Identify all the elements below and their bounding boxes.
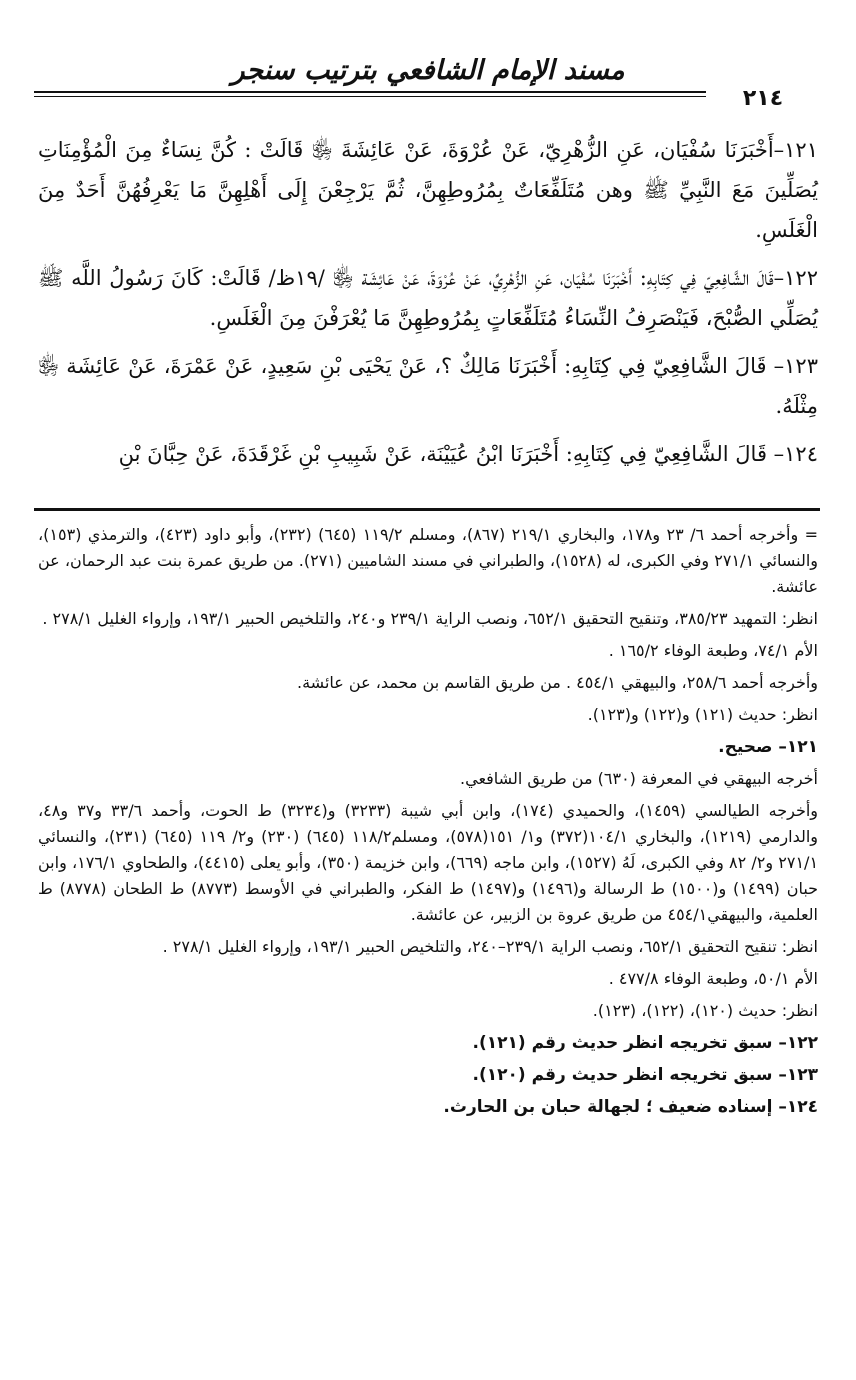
footnotes [38, 522, 818, 1126]
footnote-grade: ١٢١– صحيح. [718, 737, 818, 757]
footnote-paragraph: أخرجه البيهقي في المعرفة (٦٣٠) من طريق الشافعي. [460, 769, 818, 788]
footnote-paragraph: انظر: حديث (١٢٠)، (١٢٢)، (١٢٣). [592, 1001, 818, 1020]
hadith-124: ١٢٤– قَالَ الشَّافِعِيّ فِي كِتَابِهِ: أَخْبَرَنَا ابْنُ عُيَيْنَة، عَنْ شَبِيبِ بْنِ غَرْقَدَةَ، عَنْ حِبَّانَ بْنِ [118, 442, 818, 466]
footnote-paragraph: الأم ٥٠/١، وطبعة الوفاء ٤٧٧/٨ . [608, 969, 818, 988]
running-header-title: مسند الإمام الشافعي بترتيب سنجر [231, 55, 625, 86]
footnote-grade: ١٢٤– إسناده ضعيف ؛ لجهالة حبان بن الحارث. [443, 1097, 818, 1117]
footnote-paragraph: وأخرجه الطيالسي (١٤٥٩)، والحميدي (١٧٤)، وابن أبي شيبة (٣٢٣٣) و(٣٢٣٤) ط الحوت، وأحمد ٣٣/٦ و٣٧ و٤٨، والدارمي (١٢١٩)، والبخاري ١٠٤/١(٣٧٢) و١/ ١٥١(٥٧٨)، ومسلم١١٨/٢ (٦٤٥) (٢٣٠) و٢/ ١١٩ (٦٤٥) (٢٣١)، والنسائي ٢٧١/١ و٢/ ٨٢ وفي الكبرى، لَهُ (١٥٢٧)، وابن ماجه (٦٦٩)، وابن خزيمة (٣٥٠)، وأبو يعلى (٤٤١٥)، والطحاوي ١٧٦/١، وابن حبان (١٤٩٩) و(١٥٠٠) ط الرسالة و(١٤٩٦) و(١٤٩٧) ط الفكر، والطبراني في الأوسط (٨٧٧٣) ط الطحان (٨٧٧٨) ط العلمية، والبيهقي٤٥٤/١ من طريق عروة بن الزبير، عن عائشة. [38, 801, 819, 924]
page-number: ٢١٤ [706, 86, 820, 112]
footnote-paragraph: الأم ٧٤/١، وطبعة الوفاء ١٦٥/٢ . [608, 641, 818, 660]
hadith-121: ١٢١–أَخْبَرَنَا سُفْيَان، عَنِ الزُّهْرِيّ، عَنْ عُرْوَةَ، عَنْ عَائِشَةَ ﵂ قَالَتْ : كُنَّ نِسَاءٌ مِنَ الْمُؤْمِنَاتِ يُصَلِّينَ مَعَ النَّبِيِّ ﷺ وهن مُتَلَفِّعَاتٌ بِمُرُوطِهِنَّ، ثُمَّ يَرْجِعْنَ إِلَى أَهْلِهِنَّ مَا يَعْرِفُهُنَّ أَحَدٌ مِنَ الْغَلَسِ. [38, 138, 818, 242]
hadith-122: ١٢٢–قَالَ الشَّافِعِيّ فِي كِتَابِهِ: أَخْبَرَنَا سُفْيَان، عَنِ الزُّهْرِيِّ، عَنْ عُرْوَةَ، عَنْ عَائِشَة ﵂ /١٩ظ/ قَالَتْ: كَانَ رَسُولُ اللَّه ﷺ يُصَلِّي الصُّبْحَ، فَيَنْصَرِفُ النِّسَاءُ مُتَلَفِّعَاتٍ بِمُرُوطِهِنَّ مَا يُعْرَفْنَ مِنَ الْغَلَسِ. [38, 266, 818, 330]
footnote-paragraph: انظر: تنقيح التحقيق ٦٥٢/١، ونصب الراية ٢٣٩/١–٢٤٠، والتلخيص الحبير ١٩٣/١، وإرواء الغليل ٢٧٨/١ . [162, 937, 818, 956]
footnote-paragraph: انظر: التمهيد ٣٨٥/٢٣، وتنقيح التحقيق ٦٥٢/١، ونصب الراية ٢٣٩/١ و٢٤٠، والتلخيص الحبير ١٩٣/١، وإرواء الغليل ٢٧٨/١ . [42, 609, 818, 628]
footnote-grade: ١٢٢– سبق تخريجه انظر حديث رقم (١٢١). [472, 1033, 818, 1053]
footnote-separator [34, 508, 820, 511]
header-rule [34, 91, 748, 93]
footnote-paragraph: وأخرجه أحمد ٢٥٨/٦، والبيهقي ٤٥٤/١ . من طريق القاسم بن محمد، عن عائشة. [297, 673, 818, 692]
hadith-text [38, 130, 818, 482]
footnote-paragraph: = وأخرجه أحمد ٦/ ٢٣ و١٧٨، والبخاري ٢١٩/١ (٨٦٧)، ومسلم ١١٩/٢ (٦٤٥) (٢٣٢)، وأبو داود (٤٢٣)، والترمذي (١٥٣)، والنسائي ٢٧١/١ وفي الكبرى، له (١٥٢٨)، والطبراني في مسند الشاميين (٢٧١). من طريق عمرة بنت عبد الرحمان، عن عائشة. [38, 525, 819, 596]
header-rule-thin [34, 96, 748, 97]
footnote-paragraph: انظر: حديث (١٢١) و(١٢٢) و(١٢٣). [587, 705, 818, 724]
hadith-123: ١٢٣– قَالَ الشَّافِعِيّ فِي كِتَابِهِ: أَخْبَرَنَا مَالِكٌ ؟، عَنْ يَحْيَى بْنِ سَعِيدٍ، عَنْ عَمْرَةَ، عَنْ عَائِشَة ﵂ مِثْلَهُ. [38, 354, 818, 418]
footnote-grade: ١٢٣– سبق تخريجه انظر حديث رقم (١٢٠). [472, 1065, 818, 1085]
